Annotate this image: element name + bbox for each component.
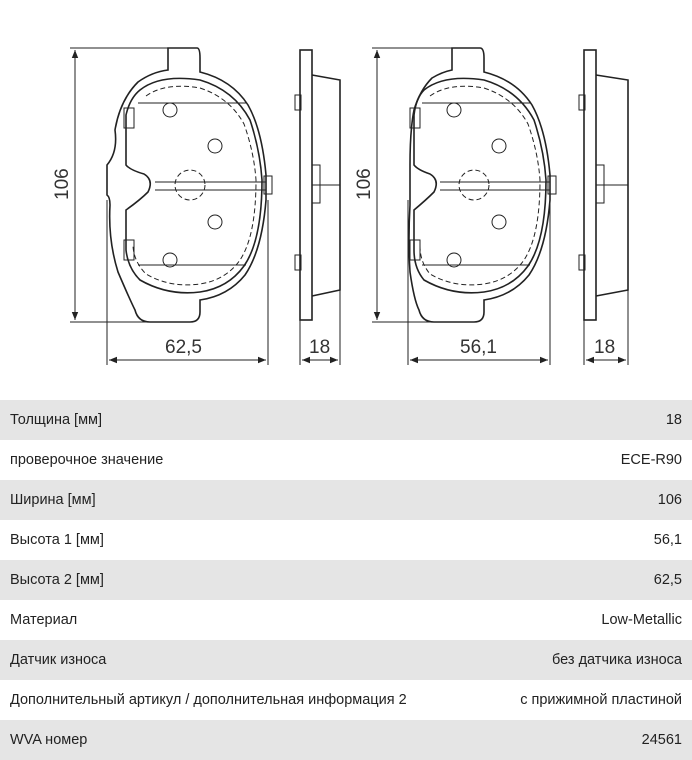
right-thickness-dimension bbox=[584, 290, 628, 365]
left-width-label: 62,5 bbox=[165, 337, 202, 358]
spec-label: Высота 2 [мм] bbox=[10, 572, 104, 588]
spec-label: Датчик износа bbox=[10, 652, 107, 668]
spec-row-height-2 bbox=[0, 560, 692, 600]
spec-label: Материал bbox=[10, 612, 78, 628]
spec-label: Дополнительный артикул / дополнительная информация 2 bbox=[10, 692, 407, 708]
right-pad-front-view bbox=[409, 48, 556, 322]
spec-row-thickness bbox=[0, 400, 692, 440]
spec-value: без датчика износа bbox=[552, 652, 682, 668]
specs-table bbox=[0, 400, 692, 760]
spec-label: проверочное значение bbox=[10, 452, 164, 468]
spec-row-material bbox=[0, 600, 692, 640]
spec-row-width bbox=[0, 480, 692, 520]
spec-value: с прижимной пластиной bbox=[520, 692, 682, 708]
right-height-dimension bbox=[354, 48, 452, 322]
spec-value: 106 bbox=[657, 492, 682, 508]
right-width-label: 56,1 bbox=[460, 337, 497, 358]
spec-value: 62,5 bbox=[653, 572, 682, 588]
left-height-label: 106 bbox=[52, 168, 73, 200]
left-thickness-dimension bbox=[300, 290, 340, 365]
spec-value: 18 bbox=[665, 412, 682, 428]
left-pad-front-view bbox=[107, 48, 272, 322]
spec-value: ECE-R90 bbox=[620, 452, 682, 468]
spec-label: WVA номер bbox=[10, 732, 88, 748]
spec-row-additional-info bbox=[0, 680, 692, 720]
spec-value: Low-Metallic bbox=[601, 612, 682, 628]
spec-label: Толщина [мм] bbox=[10, 412, 103, 428]
left-pad-side-view bbox=[295, 50, 340, 320]
left-width-dimension bbox=[107, 200, 268, 365]
spec-value: 56,1 bbox=[653, 532, 682, 548]
spec-value: 24561 bbox=[641, 732, 682, 748]
left-thickness-label: 18 bbox=[309, 337, 331, 358]
spec-row-wva-number bbox=[0, 720, 692, 760]
right-thickness-label: 18 bbox=[594, 337, 616, 358]
right-pad-side-view bbox=[579, 50, 628, 320]
right-height-label: 106 bbox=[354, 168, 375, 200]
spec-row-wear-sensor bbox=[0, 640, 692, 680]
spec-label: Ширина [мм] bbox=[10, 492, 96, 508]
spec-label: Высота 1 [мм] bbox=[10, 532, 104, 548]
spec-row-height-1 bbox=[0, 520, 692, 560]
spec-row-test-value bbox=[0, 440, 692, 480]
